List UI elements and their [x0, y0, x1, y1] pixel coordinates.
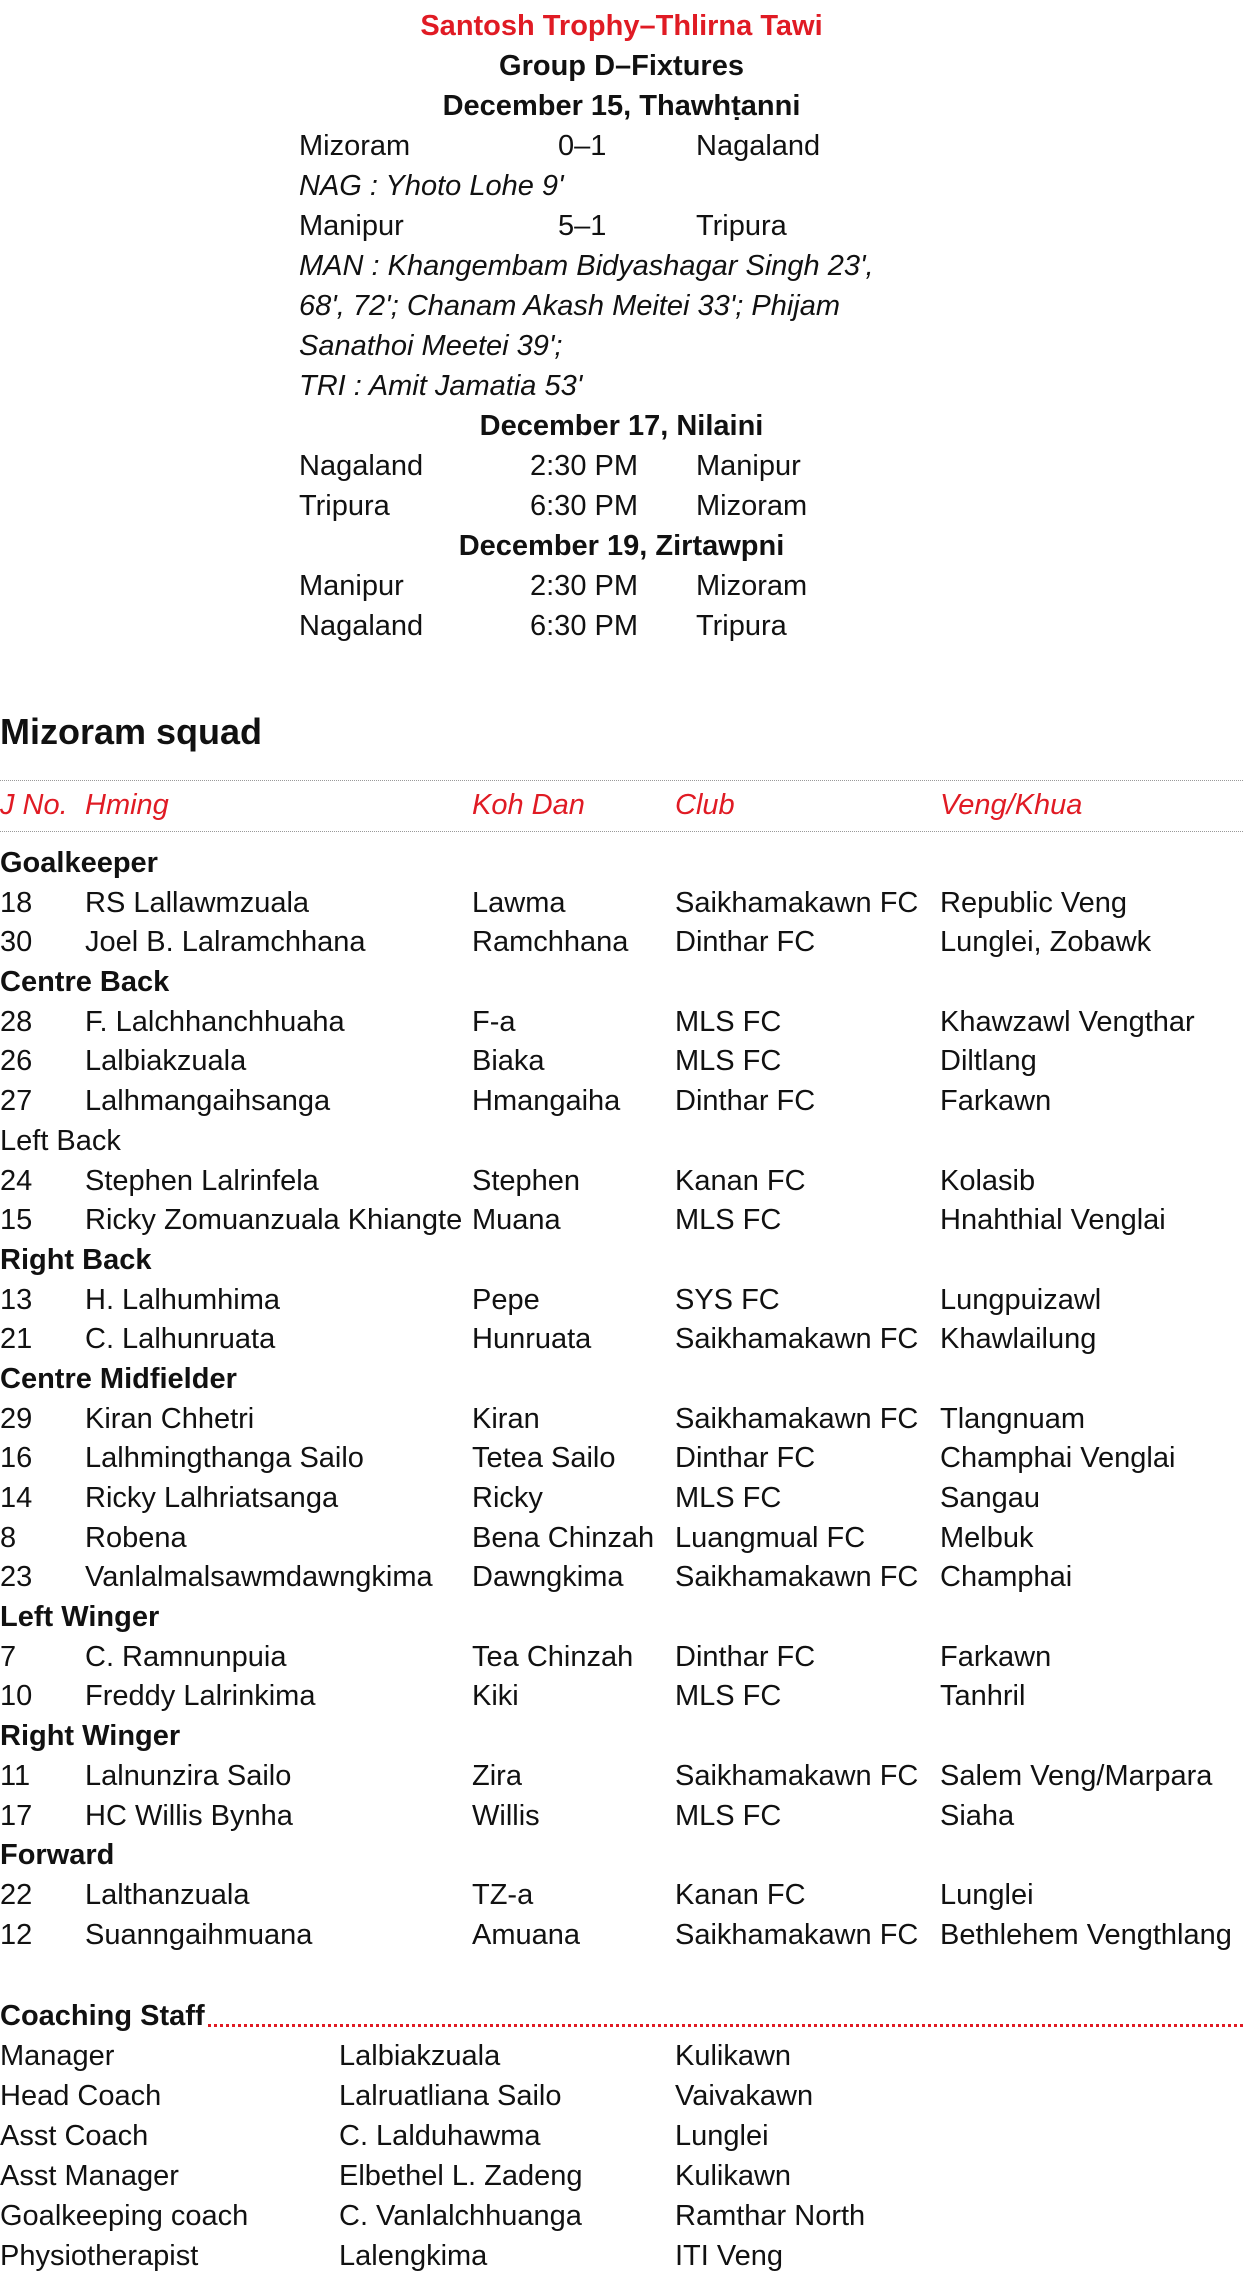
- squad-table: [0, 843, 1243, 1954]
- home-team: Manipur: [299, 570, 404, 602]
- match-row: [0, 566, 1243, 606]
- table-row: [0, 1161, 1243, 1201]
- staff-name: C. Vanlalchhuanga: [339, 2200, 582, 2232]
- staff-row: [0, 2076, 1243, 2116]
- staff-row: [0, 2116, 1243, 2156]
- nickname: Tea Chinzah: [472, 1640, 634, 1673]
- fixture-date: December 19, Zirtawpni: [458, 530, 785, 562]
- jersey-number: 23: [0, 1561, 33, 1594]
- table-row: [0, 1875, 1243, 1915]
- table-row: [0, 1002, 1243, 1042]
- jersey-number: 13: [0, 1283, 33, 1316]
- table-row: [0, 1438, 1243, 1478]
- player-name: Suanngaihmuana: [85, 1918, 313, 1951]
- club: Saikhamakawn FC: [675, 1759, 919, 1792]
- player-name: Lalthanzuala: [85, 1878, 250, 1911]
- club: MLS FC: [675, 1482, 782, 1514]
- player-name: Lalhmangaihsanga: [85, 1085, 331, 1118]
- player-name: Stephen Lalrinfela: [85, 1164, 319, 1197]
- club: MLS FC: [675, 1204, 782, 1237]
- staff-locality: Ramthar North: [675, 2200, 866, 2232]
- locality: Farkawn: [940, 1085, 1052, 1118]
- club: Kanan FC: [675, 1878, 806, 1911]
- away-team: Manipur: [696, 450, 801, 482]
- player-name: Robena: [85, 1521, 187, 1554]
- player-name: C. Lalhunruata: [85, 1323, 276, 1356]
- locality: Farkawn: [940, 1640, 1052, 1673]
- jersey-number: 26: [0, 1045, 33, 1078]
- player-name: Vanlalmalsawmdawngkima: [85, 1561, 433, 1594]
- jersey-number: 11: [0, 1759, 31, 1792]
- staff-role: Manager: [0, 2040, 115, 2072]
- player-name: Ricky Lalhriatsanga: [85, 1482, 339, 1514]
- club: Kanan FC: [675, 1164, 806, 1197]
- table-row: [0, 1041, 1243, 1081]
- col-nickname-header: Koh Dan: [472, 789, 585, 821]
- position-heading: Right Back: [0, 1243, 152, 1276]
- locality: Diltlang: [940, 1045, 1037, 1078]
- club: SYS FC: [675, 1283, 780, 1316]
- staff-row: [0, 2036, 1243, 2076]
- player-name: HC Willis Bynha: [85, 1799, 293, 1832]
- locality: Siaha: [940, 1799, 1015, 1832]
- coaching-staff-title: Coaching Staff: [0, 2000, 205, 2032]
- table-row: [0, 1280, 1243, 1320]
- staff-name: Elbethel L. Zadeng: [339, 2160, 583, 2192]
- coaching-staff-table: [0, 2036, 1243, 2276]
- player-name: RS Lallawmzuala: [85, 886, 310, 919]
- staff-row: [0, 2156, 1243, 2196]
- locality: Tlangnuam: [940, 1402, 1086, 1435]
- staff-row: [0, 2236, 1243, 2276]
- locality: Lungpuizawl: [940, 1283, 1102, 1316]
- club: Saikhamakawn FC: [675, 1561, 919, 1594]
- home-team: Manipur: [299, 210, 404, 242]
- staff-locality: ITI Veng: [675, 2240, 784, 2272]
- table-row: [0, 1915, 1243, 1955]
- locality: Khawlailung: [940, 1323, 1097, 1356]
- locality: Salem Veng/Marpara: [940, 1759, 1213, 1792]
- table-row: [0, 1200, 1243, 1240]
- staff-locality: Vaivakawn: [675, 2080, 814, 2112]
- jersey-number: 16: [0, 1442, 33, 1475]
- jersey-number: 30: [0, 926, 33, 959]
- jersey-number: 21: [0, 1323, 33, 1356]
- player-name: C. Ramnunpuia: [85, 1640, 287, 1673]
- col-club-header: Club: [675, 789, 735, 821]
- jersey-number: 29: [0, 1402, 33, 1435]
- club: Dinthar FC: [675, 1640, 816, 1673]
- club: MLS FC: [675, 1799, 782, 1832]
- nickname: Hunruata: [472, 1323, 592, 1356]
- away-team: Mizoram: [696, 570, 808, 602]
- locality: Hnahthial Venglai: [940, 1204, 1166, 1237]
- nickname: Pepe: [472, 1283, 540, 1316]
- nickname: Kiki: [472, 1680, 519, 1713]
- locality: Khawzawl Vengthar: [940, 1005, 1195, 1038]
- staff-role: Asst Manager: [0, 2160, 179, 2192]
- match-time: 6:30 PM: [530, 490, 638, 522]
- fixtures-list: [0, 86, 1243, 646]
- staff-name: Lalbiakzuala: [339, 2040, 501, 2072]
- jersey-number: 28: [0, 1005, 33, 1038]
- staff-role: Asst Coach: [0, 2120, 149, 2152]
- jersey-number: 8: [0, 1521, 17, 1554]
- nickname: Bena Chinzah: [472, 1521, 655, 1554]
- club: Dinthar FC: [675, 926, 816, 959]
- locality: Tanhril: [940, 1680, 1026, 1713]
- position-heading: Centre Back: [0, 966, 170, 999]
- nickname: Ricky: [472, 1482, 543, 1514]
- club: Saikhamakawn FC: [675, 1918, 919, 1951]
- player-name: Joel B. Lalramchhana: [85, 926, 366, 959]
- nickname: Kiran: [472, 1402, 540, 1435]
- squad-header-row: [0, 780, 1243, 832]
- nickname: Dawngkima: [472, 1561, 624, 1594]
- staff-role: Goalkeeping coach: [0, 2200, 249, 2232]
- staff-locality: Kulikawn: [675, 2160, 792, 2192]
- locality: Kolasib: [940, 1164, 1036, 1197]
- away-team: Tripura: [696, 210, 787, 242]
- club: Saikhamakawn FC: [675, 1323, 919, 1356]
- match-row: [0, 446, 1243, 486]
- match-row: [0, 126, 1243, 166]
- home-team: Mizoram: [299, 130, 411, 162]
- match-row: [0, 206, 1243, 246]
- club: Saikhamakawn FC: [675, 1402, 919, 1435]
- away-team: Mizoram: [696, 490, 808, 522]
- col-jersey-header: J No.: [0, 789, 68, 821]
- player-name: Kiran Chhetri: [85, 1402, 255, 1435]
- position-heading: Centre Midfielder: [0, 1362, 237, 1395]
- table-row: [0, 1319, 1243, 1359]
- fixtures-section: [0, 0, 1243, 646]
- nickname: TZ-a: [472, 1878, 534, 1911]
- squad-title: Mizoram squad: [0, 711, 263, 752]
- player-name: Freddy Lalrinkima: [85, 1680, 316, 1713]
- player-name: F. Lalchhanchhuaha: [85, 1005, 345, 1038]
- page-title: Santosh Trophy–Thlirna Tawi: [420, 10, 823, 42]
- staff-role: Head Coach: [0, 2080, 162, 2112]
- match-time: 2:30 PM: [530, 570, 638, 602]
- jersey-number: 15: [0, 1204, 33, 1237]
- table-row: [0, 1637, 1243, 1677]
- player-name: Lalbiakzuala: [85, 1045, 247, 1078]
- club: MLS FC: [675, 1045, 782, 1078]
- nickname: Amuana: [472, 1918, 581, 1951]
- locality: Lunglei, Zobawk: [940, 926, 1152, 959]
- table-row: [0, 1796, 1243, 1836]
- nickname: Willis: [472, 1799, 540, 1832]
- staff-role: Physiotherapist: [0, 2240, 199, 2272]
- match-row: [0, 606, 1243, 646]
- table-row: [0, 1676, 1243, 1716]
- player-name: Lalhmingthanga Sailo: [85, 1442, 364, 1475]
- nickname: Biaka: [472, 1045, 545, 1078]
- fixture-date: December 17, Nilaini: [479, 410, 764, 442]
- away-team: Nagaland: [696, 130, 821, 162]
- table-row: [0, 922, 1243, 962]
- dotted-divider: [208, 2024, 1243, 2027]
- player-name: Lalnunzira Sailo: [85, 1759, 292, 1792]
- club: Luangmual FC: [675, 1521, 866, 1554]
- home-team: Nagaland: [299, 610, 424, 642]
- match-row: [0, 486, 1243, 526]
- nickname: Muana: [472, 1204, 561, 1237]
- jersey-number: 27: [0, 1085, 33, 1118]
- page-subtitle: Group D–Fixtures: [499, 50, 744, 82]
- table-row: [0, 1478, 1243, 1518]
- table-row: [0, 883, 1243, 923]
- nickname: Ramchhana: [472, 926, 629, 959]
- home-team: Tripura: [299, 490, 390, 522]
- staff-name: Lalengkima: [339, 2240, 488, 2272]
- table-row: [0, 1081, 1243, 1121]
- player-name: H. Lalhumhima: [85, 1283, 281, 1316]
- locality: Champhai Venglai: [940, 1442, 1176, 1475]
- staff-locality: Lunglei: [675, 2120, 769, 2152]
- nickname: Tetea Sailo: [472, 1442, 616, 1475]
- goal-scorers: TRI : Amit Jamatia 53': [299, 370, 583, 402]
- position-heading: Right Winger: [0, 1720, 181, 1753]
- jersey-number: 10: [0, 1680, 33, 1713]
- staff-name: Lalruatliana Sailo: [339, 2080, 562, 2112]
- jersey-number: 24: [0, 1164, 33, 1197]
- club: MLS FC: [675, 1680, 782, 1713]
- goal-scorers: NAG : Yhoto Lohe 9': [299, 170, 564, 202]
- staff-locality: Kulikawn: [675, 2040, 792, 2072]
- jersey-number: 7: [0, 1640, 17, 1673]
- col-locality-header: Veng/Khua: [940, 789, 1083, 821]
- home-team: Nagaland: [299, 450, 424, 482]
- goal-scorers: MAN : Khangembam Bidyashagar Singh 23', 68', 72'; Chanam Akash Meitei 33'; Phijam Sanathoi Meetei 39';: [299, 250, 874, 362]
- club: Saikhamakawn FC: [675, 886, 919, 919]
- position-heading: Left Winger: [0, 1601, 160, 1634]
- player-name: Ricky Zomuanzuala Khiangte: [85, 1204, 463, 1237]
- table-row: [0, 1399, 1243, 1439]
- club: Dinthar FC: [675, 1085, 816, 1118]
- match-score: 0–1: [558, 130, 607, 162]
- locality: Bethlehem Vengthlang: [940, 1918, 1232, 1951]
- position-heading: Forward: [0, 1839, 115, 1872]
- locality: Sangau: [940, 1482, 1040, 1514]
- table-row: [0, 1518, 1243, 1558]
- nickname: Stephen: [472, 1164, 581, 1197]
- jersey-number: 14: [0, 1482, 33, 1514]
- locality: Lunglei: [940, 1878, 1034, 1911]
- match-time: 6:30 PM: [530, 610, 638, 642]
- club: Dinthar FC: [675, 1442, 816, 1475]
- nickname: Lawma: [472, 886, 566, 919]
- nickname: Zira: [472, 1759, 522, 1792]
- jersey-number: 17: [0, 1799, 33, 1832]
- away-team: Tripura: [696, 610, 787, 642]
- match-score: 5–1: [558, 210, 607, 242]
- nickname: Hmangaiha: [472, 1085, 621, 1118]
- jersey-number: 22: [0, 1878, 33, 1911]
- col-name-header: Hming: [85, 789, 169, 821]
- table-row: [0, 1756, 1243, 1796]
- nickname: F-a: [472, 1005, 516, 1038]
- staff-row: [0, 2196, 1243, 2236]
- jersey-number: 18: [0, 886, 33, 919]
- staff-name: C. Lalduhawma: [339, 2120, 541, 2152]
- locality: Republic Veng: [940, 886, 1128, 919]
- jersey-number: 12: [0, 1918, 33, 1951]
- position-heading: Left Back: [0, 1124, 121, 1157]
- locality: Melbuk: [940, 1521, 1034, 1554]
- locality: Champhai: [940, 1561, 1073, 1594]
- fixture-date: December 15, Thawhṭanni: [442, 90, 801, 122]
- position-heading: Goalkeeper: [0, 847, 158, 879]
- club: MLS FC: [675, 1005, 782, 1038]
- table-row: [0, 1557, 1243, 1597]
- match-time: 2:30 PM: [530, 450, 638, 482]
